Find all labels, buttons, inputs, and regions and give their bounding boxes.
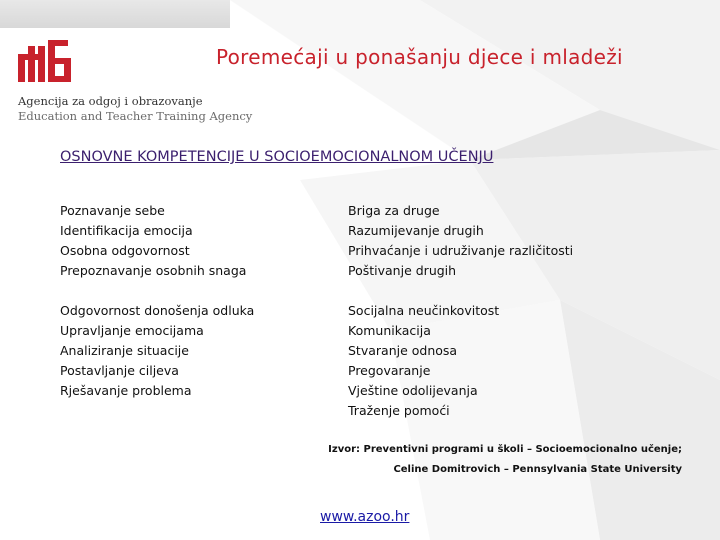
list-item: Pregovaranje	[348, 363, 431, 378]
source-line-2: Celine Domitrovich – Pennsylvania State University	[393, 464, 682, 475]
list-item: Analiziranje situacije	[60, 343, 189, 358]
list-item: Osobna odgovornost	[60, 243, 190, 258]
source-citation	[328, 440, 682, 480]
list-item: Poštivanje drugih	[348, 263, 457, 278]
list-item: Postavljanje ciljeva	[60, 363, 179, 378]
agency-name	[18, 94, 252, 124]
competency-group-3	[60, 301, 254, 401]
list-item: Odgovornost donošenja odluka	[60, 303, 255, 318]
list-item: Traženje pomoći	[348, 403, 450, 418]
list-item: Prihvaćanje i udruživanje različitosti	[348, 243, 574, 258]
list-item: Poznavanje sebe	[60, 203, 165, 218]
list-item: Socijalna neučinkovitost	[348, 303, 500, 318]
agency-name-en: Education and Teacher Training Agency	[18, 109, 253, 123]
list-item: Prepoznavanje osobnih snaga	[60, 263, 247, 278]
agency-name-hr: Agencija za odgoj i obrazovanje	[18, 94, 203, 108]
list-item: Briga za druge	[348, 203, 440, 218]
website-link[interactable]: www.azoo.hr	[320, 509, 410, 525]
azoo-logo-icon	[18, 40, 74, 82]
list-item: Stvaranje odnosa	[348, 343, 458, 358]
competency-group-1	[60, 201, 246, 281]
list-item: Vještine odolijevanja	[348, 383, 478, 398]
page-title: Poremećaji u ponašanju djece i mladeži	[216, 45, 623, 69]
section-heading: OSNOVNE KOMPETENCIJE U SOCIOEMOCIONALNOM UČENJU	[60, 149, 494, 165]
competency-group-2	[348, 201, 573, 281]
list-item: Komunikacija	[348, 323, 431, 338]
competency-group-4	[348, 301, 499, 421]
list-item: Rješavanje problema	[60, 383, 192, 398]
top-bar	[0, 0, 230, 28]
list-item: Upravljanje emocijama	[60, 323, 204, 338]
source-line-1: Izvor: Preventivni programi u školi – Socioemocionalno učenje;	[328, 444, 682, 455]
list-item: Identifikacija emocija	[60, 223, 193, 238]
list-item: Razumijevanje drugih	[348, 223, 484, 238]
